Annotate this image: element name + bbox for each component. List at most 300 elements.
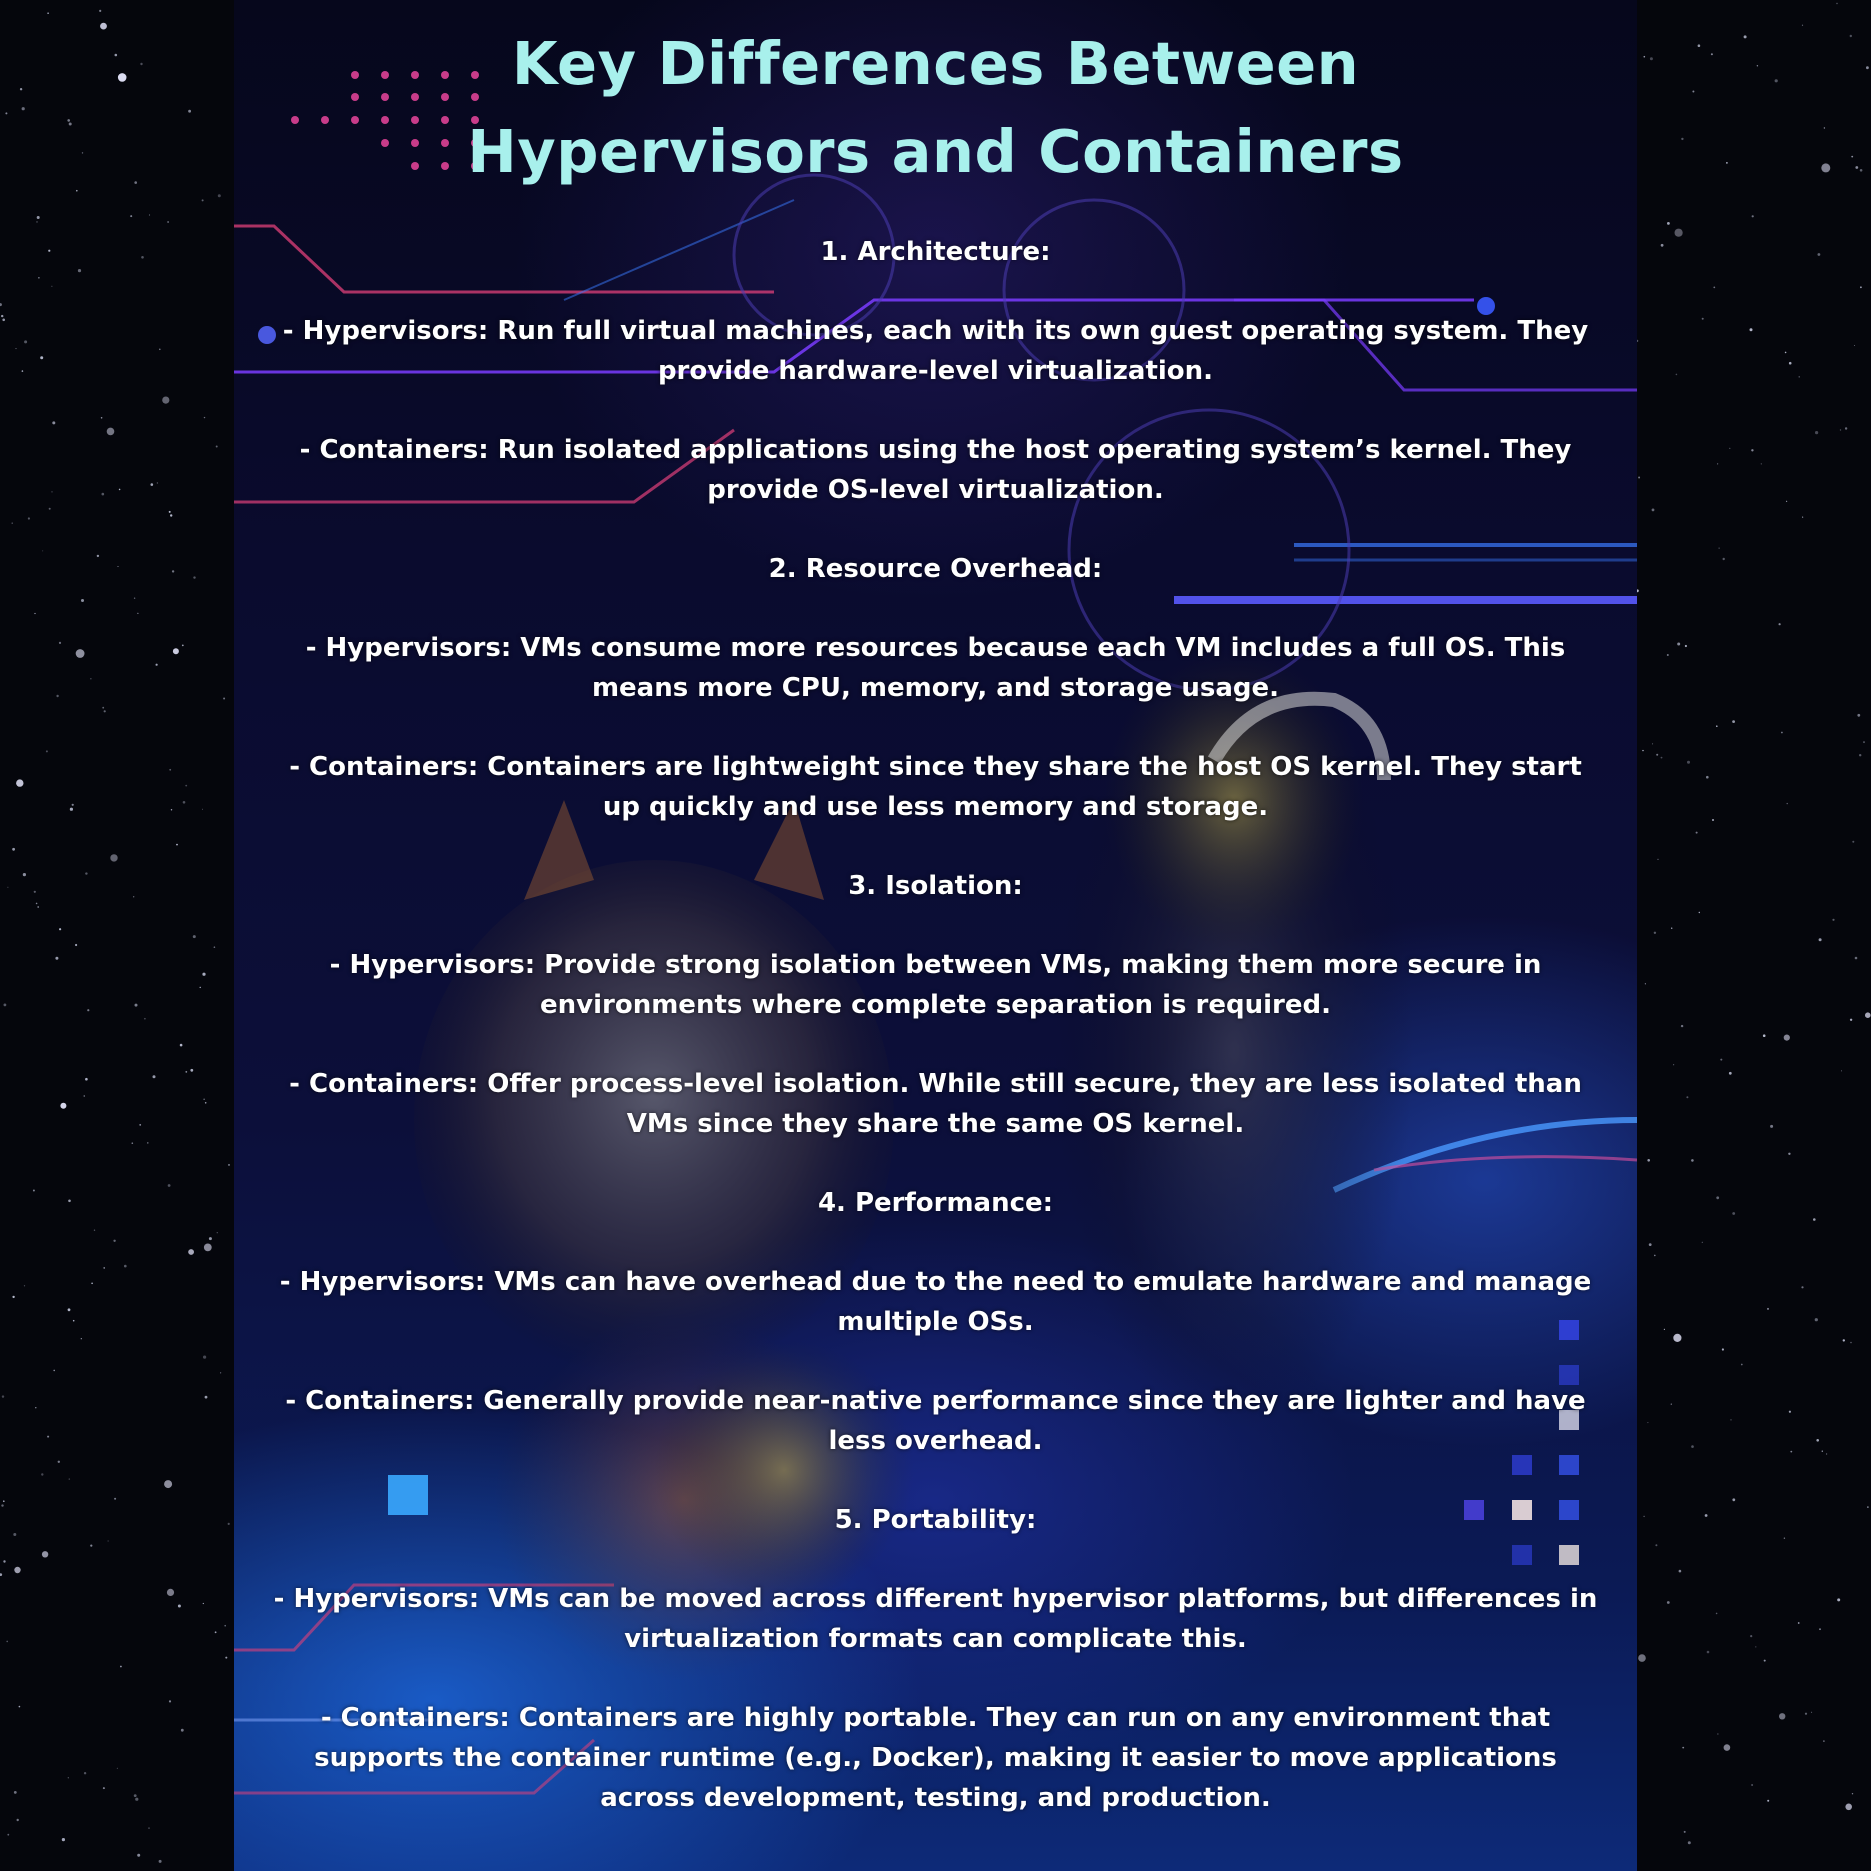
- star: [4, 1004, 7, 1007]
- star: [3, 1560, 5, 1562]
- star: [51, 491, 52, 492]
- star: [218, 194, 221, 197]
- star: [75, 944, 77, 946]
- star: [1815, 1318, 1818, 1321]
- star: [1730, 1419, 1731, 1420]
- star: [1813, 1218, 1816, 1221]
- star: [16, 779, 23, 786]
- star: [1805, 1713, 1807, 1715]
- star: [1644, 56, 1646, 58]
- star: [1654, 932, 1656, 934]
- star: [1688, 1841, 1691, 1844]
- star: [193, 576, 195, 578]
- star: [1716, 725, 1718, 727]
- star: [108, 1541, 109, 1542]
- star: [173, 648, 179, 654]
- star: [1681, 1025, 1683, 1027]
- star: [119, 489, 121, 491]
- star: [176, 844, 178, 846]
- star: [1763, 1034, 1766, 1037]
- star: [49, 508, 51, 510]
- star: [169, 769, 171, 771]
- star: [1717, 463, 1718, 464]
- title-line-1: Key Differences Between: [511, 29, 1360, 98]
- star: [1707, 1651, 1710, 1654]
- star: [178, 1605, 181, 1608]
- star: [90, 1545, 92, 1547]
- star: [1673, 1064, 1674, 1065]
- star: [1857, 714, 1860, 717]
- star: [1781, 732, 1783, 734]
- star: [1677, 643, 1680, 646]
- star: [167, 1589, 174, 1596]
- star: [68, 1777, 69, 1778]
- star: [1706, 776, 1709, 779]
- star: [1719, 548, 1720, 549]
- star: [1851, 156, 1853, 158]
- star: [118, 73, 127, 82]
- star: [1, 1504, 3, 1506]
- star: [132, 1142, 134, 1144]
- star: [139, 1124, 141, 1126]
- section-heading: 5. Portability:: [834, 1505, 1037, 1535]
- star: [134, 598, 135, 599]
- star: [228, 1164, 230, 1166]
- infographic-poster: [234, 0, 1637, 1871]
- star: [153, 1075, 156, 1078]
- hypervisors-point: - Hypervisors: VMs can be moved across different hypervisor platforms, but differences in virtualization formats can complicate this.: [273, 1584, 1598, 1654]
- star: [47, 1436, 49, 1438]
- star: [159, 1860, 162, 1863]
- star: [1687, 761, 1690, 764]
- star: [13, 1533, 16, 1536]
- star: [1788, 1153, 1790, 1155]
- star: [1667, 222, 1670, 225]
- star: [228, 1523, 230, 1525]
- star: [1650, 57, 1653, 60]
- star: [40, 356, 43, 359]
- star: [78, 269, 81, 272]
- star: [1860, 286, 1862, 288]
- star: [1661, 757, 1663, 759]
- star: [1863, 741, 1865, 743]
- star: [110, 854, 117, 861]
- section-heading: 2. Resource Overhead:: [768, 554, 1103, 584]
- star: [58, 1461, 60, 1463]
- star: [1732, 1498, 1735, 1501]
- star: [1840, 429, 1841, 430]
- star: [1789, 362, 1792, 365]
- star: [148, 1827, 150, 1829]
- star: [1865, 1012, 1871, 1018]
- star: [1673, 1334, 1681, 1342]
- star: [1786, 501, 1787, 502]
- section-isolation: [234, 866, 1637, 1183]
- star: [100, 23, 107, 30]
- star: [6, 1641, 8, 1643]
- star: [85, 872, 87, 874]
- comparison-content: [234, 232, 1637, 1818]
- star: [118, 566, 119, 567]
- star: [76, 190, 78, 192]
- star: [82, 152, 83, 153]
- star: [204, 1099, 205, 1100]
- star: [157, 482, 158, 483]
- star: [209, 1237, 212, 1240]
- star: [172, 570, 174, 572]
- containers-point: - Containers: Offer process-level isolation. While still secure, they are less isolated than VMs since they share the same OS kernel.: [289, 1069, 1582, 1139]
- star: [134, 1794, 137, 1797]
- star: [1643, 1516, 1644, 1517]
- star: [151, 483, 154, 486]
- star: [1802, 25, 1803, 26]
- star: [1696, 832, 1698, 834]
- star: [1661, 244, 1664, 247]
- star: [101, 417, 103, 419]
- star: [1649, 1243, 1652, 1246]
- star: [91, 1283, 93, 1285]
- star: [1767, 1308, 1769, 1310]
- star: [130, 215, 132, 217]
- star: [167, 221, 169, 223]
- star: [2, 1395, 4, 1397]
- star: [188, 110, 191, 113]
- star: [1702, 1242, 1703, 1243]
- star: [1667, 1601, 1670, 1604]
- star: [1852, 1793, 1853, 1794]
- star: [20, 88, 22, 90]
- star: [1843, 1339, 1845, 1341]
- star: [59, 642, 61, 644]
- star: [1642, 750, 1643, 751]
- star: [149, 214, 150, 215]
- star: [185, 1071, 187, 1073]
- star: [162, 397, 169, 404]
- star: [1845, 427, 1847, 429]
- star: [59, 928, 61, 930]
- star: [46, 750, 48, 752]
- star: [1784, 1035, 1790, 1041]
- star: [103, 1787, 105, 1789]
- star: [1685, 645, 1687, 647]
- star: [224, 1625, 226, 1627]
- hypervisors-point: - Hypervisors: Run full virtual machines, each with its own guest operating system. They provide hardware-level virtualization.: [282, 316, 1589, 386]
- star: [67, 119, 70, 122]
- star: [1691, 1445, 1694, 1448]
- star: [1716, 1613, 1718, 1615]
- star: [202, 973, 205, 976]
- star: [34, 613, 35, 614]
- star: [217, 1232, 218, 1233]
- star: [1764, 1660, 1766, 1662]
- star: [205, 1396, 208, 1399]
- star: [1698, 44, 1701, 47]
- star: [94, 1230, 95, 1231]
- star: [69, 1478, 70, 1479]
- star: [135, 1798, 138, 1801]
- star: [203, 1356, 206, 1359]
- star: [214, 946, 216, 948]
- star: [1837, 1598, 1840, 1601]
- star: [1789, 1411, 1791, 1413]
- star: [24, 340, 27, 343]
- star: [0, 1573, 2, 1576]
- star: [188, 1249, 194, 1255]
- star: [1705, 1514, 1708, 1517]
- star: [169, 1700, 171, 1702]
- star: [1854, 345, 1855, 346]
- section-performance: [234, 1183, 1637, 1500]
- star: [90, 678, 91, 679]
- star: [140, 63, 142, 65]
- star: [164, 1480, 172, 1488]
- star: [19, 1706, 21, 1708]
- star: [23, 873, 26, 876]
- section-portability: [234, 1500, 1637, 1818]
- star: [1845, 1804, 1852, 1811]
- star: [147, 1142, 148, 1143]
- containers-point: - Containers: Containers are lightweight since they share the host OS kernel. They start up quickly and use less memory and storage.: [289, 752, 1582, 822]
- star: [1652, 509, 1655, 512]
- star: [97, 555, 99, 557]
- star: [1712, 819, 1714, 821]
- star: [1850, 35, 1852, 37]
- star: [182, 645, 184, 647]
- star: [37, 906, 39, 908]
- star: [51, 286, 52, 287]
- star: [1779, 623, 1781, 625]
- star: [1824, 127, 1825, 128]
- star: [42, 550, 43, 551]
- star: [113, 1240, 115, 1242]
- title-line-2: Hypervisors and Containers: [467, 117, 1404, 186]
- star: [1799, 376, 1800, 377]
- star: [1702, 318, 1704, 320]
- star: [7, 887, 8, 888]
- star: [84, 1772, 86, 1774]
- star: [137, 1854, 140, 1857]
- star: [1859, 754, 1861, 756]
- star: [35, 1407, 36, 1408]
- star: [1779, 1713, 1785, 1719]
- star: [1686, 1096, 1688, 1098]
- star: [1645, 983, 1646, 984]
- star: [1744, 35, 1747, 38]
- star: [1826, 1453, 1827, 1454]
- star: [1692, 91, 1694, 93]
- star: [34, 891, 36, 893]
- star: [114, 1498, 116, 1500]
- star: [215, 1631, 217, 1633]
- star: [1732, 1212, 1735, 1215]
- star: [1726, 162, 1728, 164]
- star: [170, 514, 172, 516]
- star: [2, 319, 5, 322]
- star: [24, 1285, 25, 1286]
- star: [141, 256, 144, 259]
- star: [1667, 654, 1669, 656]
- star: [1798, 1622, 1800, 1624]
- star: [12, 1296, 14, 1298]
- star: [1867, 1506, 1868, 1507]
- star: [12, 523, 13, 524]
- star: [1691, 1159, 1694, 1162]
- star: [1822, 1451, 1823, 1452]
- star: [169, 511, 171, 513]
- star: [183, 801, 186, 804]
- star: [171, 809, 172, 810]
- section-heading: 1. Architecture:: [820, 237, 1051, 267]
- star: [1682, 1747, 1684, 1749]
- star: [1850, 1342, 1852, 1344]
- star: [1770, 1125, 1773, 1128]
- star: [1785, 352, 1787, 354]
- star: [12, 848, 15, 851]
- star: [68, 1308, 71, 1311]
- star: [223, 698, 225, 700]
- star: [181, 1729, 184, 1732]
- star: [87, 1009, 89, 1011]
- star: [1767, 1800, 1769, 1802]
- star: [200, 987, 201, 988]
- star: [1823, 1740, 1825, 1742]
- star: [1775, 79, 1778, 82]
- containers-point: - Containers: Containers are highly portable. They can run on any environment that supports the container runtime (e.g., Docker), making it easier to move applications across development, testing, and production.: [314, 1703, 1557, 1813]
- star: [1761, 463, 1762, 464]
- star: [1819, 1628, 1821, 1630]
- star: [76, 649, 85, 658]
- star: [159, 349, 161, 351]
- star: [156, 664, 158, 666]
- star: [102, 707, 104, 709]
- star: [1811, 1712, 1812, 1713]
- star: [60, 1103, 66, 1109]
- star: [1732, 720, 1735, 723]
- star: [1671, 928, 1672, 929]
- star: [190, 1069, 193, 1072]
- star: [1724, 1744, 1731, 1751]
- star: [1638, 477, 1640, 479]
- star: [70, 808, 73, 811]
- section-resource-overhead: [234, 549, 1637, 866]
- star: [55, 957, 58, 960]
- section-heading: 3. Isolation:: [848, 871, 1023, 901]
- star: [47, 12, 49, 14]
- star: [1713, 287, 1715, 289]
- star: [1757, 65, 1758, 66]
- star: [52, 421, 55, 424]
- star: [202, 809, 203, 810]
- star: [1716, 1196, 1719, 1199]
- star: [193, 935, 196, 938]
- star: [1852, 841, 1854, 843]
- star: [68, 1200, 71, 1203]
- star: [1741, 1364, 1743, 1366]
- star: [1787, 803, 1788, 804]
- star: [28, 517, 30, 519]
- star: [48, 250, 50, 252]
- star: [180, 1044, 183, 1047]
- star: [1657, 859, 1658, 860]
- star: [1790, 1451, 1792, 1453]
- star: [115, 54, 118, 57]
- star: [1860, 169, 1863, 172]
- star: [1751, 1784, 1753, 1786]
- star: [204, 1244, 212, 1252]
- star: [205, 1102, 207, 1104]
- star: [1751, 449, 1753, 451]
- star: [85, 1078, 88, 1081]
- star: [135, 1004, 138, 1007]
- star: [1717, 1734, 1718, 1735]
- star: [1801, 1286, 1803, 1288]
- star: [107, 428, 115, 436]
- star: [37, 216, 40, 219]
- star: [202, 199, 204, 201]
- star: [120, 1666, 122, 1668]
- star: [204, 417, 205, 418]
- star: [22, 107, 25, 110]
- star: [216, 446, 218, 448]
- containers-point: - Containers: Run isolated applications using the host operating system’s kernel. They provide OS-level virtualization.: [299, 435, 1572, 505]
- star: [72, 804, 74, 806]
- star: [22, 370, 24, 372]
- star: [1654, 1255, 1656, 1257]
- star: [1784, 1538, 1785, 1539]
- star: [103, 1267, 105, 1269]
- hypervisors-point: - Hypervisors: VMs consume more resources because each VM includes a full OS. This means more CPU, memory, and storage usage.: [305, 633, 1566, 703]
- star: [1681, 138, 1683, 140]
- section-heading: 4. Performance:: [817, 1188, 1054, 1218]
- star: [102, 493, 105, 496]
- star: [1638, 1654, 1646, 1662]
- star: [81, 1338, 82, 1339]
- star: [1755, 1646, 1756, 1647]
- star: [1816, 1439, 1819, 1442]
- star: [1652, 743, 1653, 744]
- star: [1676, 374, 1678, 376]
- star: [134, 181, 137, 184]
- star: [225, 1657, 227, 1659]
- poster-title: [234, 20, 1637, 196]
- star: [1855, 166, 1858, 169]
- star: [1656, 754, 1658, 756]
- star: [220, 1372, 221, 1373]
- star: [1729, 1072, 1732, 1075]
- star: [1850, 1019, 1852, 1021]
- star: [38, 277, 40, 279]
- star: [0, 303, 2, 306]
- star: [33, 1190, 35, 1192]
- star: [1821, 163, 1830, 172]
- star: [14, 1791, 17, 1794]
- star: [168, 1184, 171, 1187]
- star: [1802, 517, 1803, 518]
- star: [99, 10, 101, 12]
- containers-point: - Containers: Generally provide near-native performance since they are lighter and have less overhead.: [285, 1386, 1586, 1456]
- star: [81, 599, 84, 602]
- star: [1729, 448, 1730, 449]
- star: [185, 785, 187, 787]
- star: [1750, 328, 1753, 331]
- star: [1647, 1159, 1650, 1162]
- star: [1699, 912, 1700, 913]
- star: [53, 1370, 55, 1372]
- star: [1711, 53, 1713, 55]
- star: [1841, 1070, 1842, 1071]
- star: [1819, 938, 1822, 941]
- star: [14, 1567, 20, 1573]
